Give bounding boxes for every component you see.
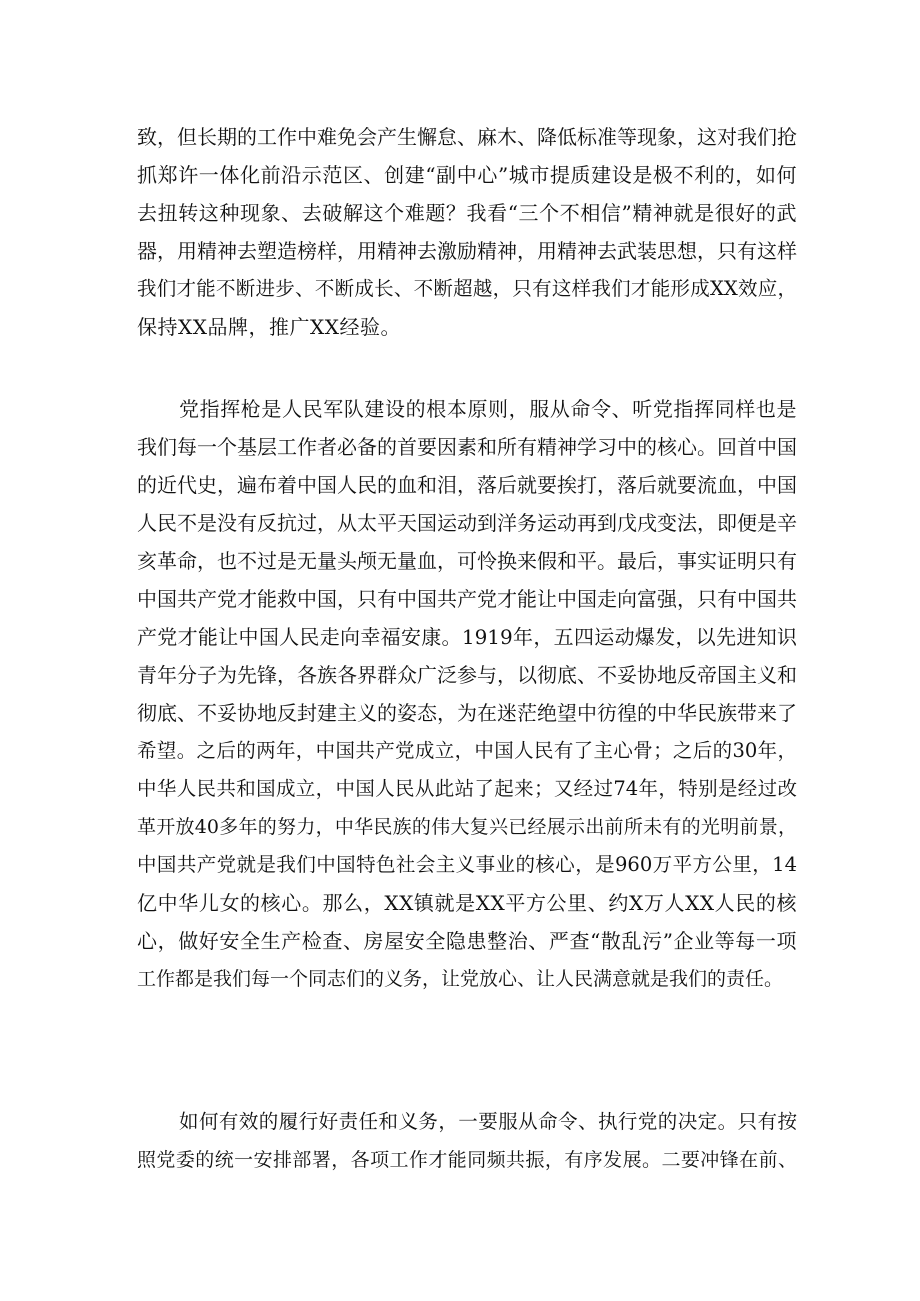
text-line: 中华人民共和国成立，中国人民从此站了起来；又经过74年，特别是经过改 — [137, 777, 797, 800]
text-line: 心，做好安全生产检查、房屋安全隐患整治、严查“散乱污”企业等每一项 — [137, 929, 797, 953]
text-line: 去扭转这种现象、去破解这个难题？我看“三个不相信”精神就是很好的武 — [137, 201, 797, 225]
paragraph-1 — [137, 118, 797, 346]
paragraph-3 — [137, 1103, 797, 1179]
text-line: 工作都是我们每一个同志们的义务，让党放心、让人民满意就是我们的责任。 — [137, 968, 784, 990]
text-line: 亿中华儿女的核心。那么，XX镇就是XX平方公里、约X万人XX人民的核 — [137, 891, 797, 915]
text-line: 的近代史，遍布着中国人民的血和泪，落后就要挨打，落后就要流血，中国 — [137, 473, 797, 497]
text-line: 产党才能让中国人民走向幸福安康。1919年，五四运动爆发，以先进知识 — [137, 625, 797, 649]
text-line: 亥革命，也不过是无量头颅无量血，可怜换来假和平。最后，事实证明只有 — [137, 549, 797, 573]
paragraph-2 — [137, 390, 797, 998]
text-line: 我们才能不断进步、不断成长、不断超越，只有这样我们才能形成XX效应， — [137, 277, 797, 300]
text-line: 保持XX品牌，推广XX经验。 — [137, 315, 401, 339]
text-line: 中国共产党才能救中国，只有中国共产党才能让中国走向富强，只有中国共 — [137, 587, 797, 611]
text-line: 如何有效的履行好责任和义务，一要服从命令、执行党的决定。只有按 — [179, 1110, 797, 1133]
text-line: 照党委的统一安排部署，各项工作才能同频共振，有序发展。二要冲锋在前、 — [137, 1149, 797, 1171]
text-line: 中国共产党就是我们中国特色社会主义事业的核心，是960万平方公里，14 — [137, 853, 797, 876]
text-line: 革开放40多年的努力，中华民族的伟大复兴已经展示出前所未有的光明前景， — [137, 816, 797, 838]
text-line: 党指挥枪是人民军队建设的根本原则，服从命令、听党指挥同样也是 — [179, 397, 797, 421]
text-line: 器，用精神去塑造榜样，用精神去激励精神，用精神去武装思想，只有这样 — [137, 239, 797, 263]
text-line: 青年分子为先锋，各族各界群众广泛参与，以彻底、不妥协地反帝国主义和 — [137, 663, 797, 687]
text-line: 人民不是没有反抗过，从太平天国运动到洋务运动再到戊戌变法，即便是辛 — [137, 511, 797, 535]
text-line: 致，但长期的工作中难免会产生懈怠、麻木、降低标准等现象，这对我们抢 — [137, 125, 797, 149]
text-line: 希望。之后的两年，中国共产党成立，中国人民有了主心骨；之后的30年， — [137, 739, 797, 762]
text-line: 我们每一个基层工作者必备的首要因素和所有精神学习中的核心。回首中国 — [137, 435, 797, 459]
text-line: 彻底、不妥协地反封建主义的姿态，为在迷茫绝望中彷徨的中华民族带来了 — [137, 701, 797, 725]
text-line: 抓郑许一体化前沿示范区、创建“副中心”城市提质建设是极不利的，如何 — [137, 163, 797, 187]
